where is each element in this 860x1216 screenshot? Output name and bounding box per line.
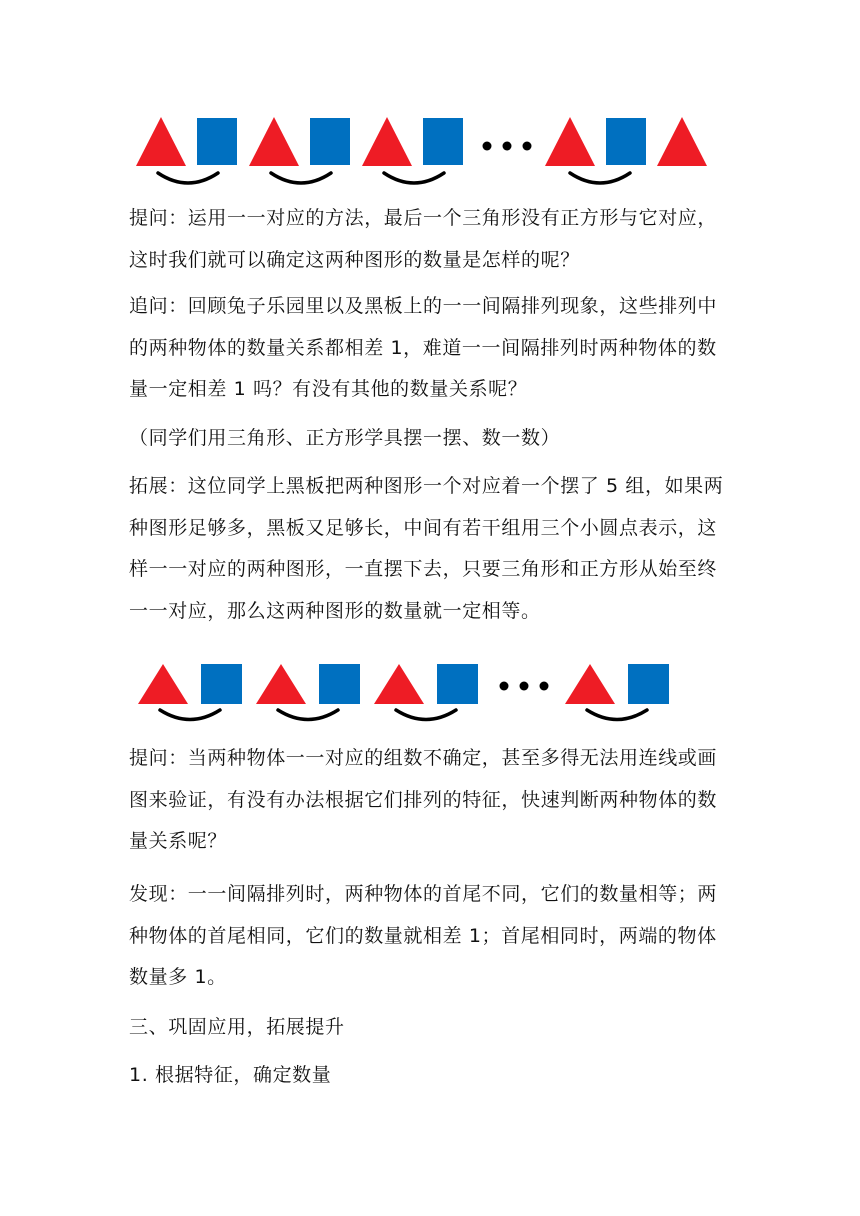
blue-square	[319, 664, 360, 704]
text-line: 拓展：这位同学上黑板把两种图形一个对应着一个摆了 5 组，如果两	[129, 475, 724, 497]
text-line: 种物体的首尾相同，它们的数量就相差 1；首尾相同时，两端的物体	[129, 924, 717, 947]
correspondence-arc	[396, 710, 456, 720]
blue-square	[197, 118, 237, 165]
section-heading	[129, 1007, 734, 1049]
text-line: 的两种物体的数量关系都相差 1，难道一一间隔排列时两种物体的数	[129, 336, 717, 359]
shape-sequence-figure-2	[0, 654, 860, 734]
text-line: 1. 根据特征，确定数量	[129, 1064, 332, 1086]
correspondence-arc	[160, 710, 220, 720]
text-line: （同学们用三角形、正方形学具摆一摆、数一数）	[129, 427, 561, 449]
follow-up-paragraph	[129, 286, 734, 411]
text-line: 提问：运用一一对应的方法，最后一个三角形没有正方形与它对应，	[129, 207, 718, 229]
text-line: 这时我们就可以确定这两种图形的数量是怎样的呢？	[129, 248, 580, 271]
text-line: 样一一对应的两种图形，一直摆下去，只要三角形和正方形从始至终	[129, 558, 718, 580]
text-line: 一一对应，那么这两种图形的数量就一定相等。	[129, 599, 541, 622]
red-triangle	[136, 117, 186, 166]
correspondence-arc	[384, 173, 444, 183]
discovery-paragraph	[129, 874, 734, 999]
activity-note-paragraph	[129, 418, 734, 460]
text-line: 图来验证，有没有办法根据它们排列的特征，快速判断两种物体的数	[129, 788, 718, 811]
text-line: 数量多 1。	[129, 966, 227, 988]
shape-sequence-diagram	[0, 110, 860, 200]
text-line: 发现：一一间隔排列时，两种物体的首尾不同，它们的数量相等；两	[129, 883, 718, 905]
text-line: 三、巩固应用，拓展提升	[129, 1016, 345, 1038]
question-paragraph-1	[129, 198, 734, 281]
three-dots-icon	[500, 682, 549, 691]
blue-square	[310, 118, 350, 165]
text-line: 提问：当两种物体一一对应的组数不确定，甚至多得无法用连线或画	[129, 747, 718, 769]
red-triangle	[657, 117, 707, 166]
blue-square	[423, 118, 463, 165]
red-triangle	[249, 117, 299, 166]
text-line: 种图形足够多，黑板又足够长，中间有若干组用三个小圆点表示，这	[129, 516, 718, 539]
subsection-heading	[129, 1055, 734, 1097]
question-paragraph-2	[129, 738, 734, 863]
blue-square	[628, 664, 669, 704]
text-line: 量一定相差 1 吗？有没有其他的数量关系呢？	[129, 378, 528, 400]
three-dots-icon	[483, 142, 532, 151]
correspondence-arc	[587, 710, 647, 720]
blue-square	[201, 664, 242, 704]
red-triangle	[374, 664, 424, 704]
correspondence-arc	[158, 173, 218, 183]
shape-sequence-figure-1	[0, 110, 860, 200]
red-triangle	[565, 664, 615, 704]
correspondence-arc	[570, 173, 630, 183]
correspondence-arc	[278, 710, 338, 720]
blue-square	[606, 118, 646, 165]
blue-square	[437, 664, 478, 704]
text-line: 追问：回顾兔子乐园里以及黑板上的一一间隔排列现象，这些排列中	[129, 295, 718, 317]
red-triangle	[545, 117, 595, 166]
correspondence-arc	[271, 173, 331, 183]
red-triangle	[138, 664, 188, 704]
red-triangle	[256, 664, 306, 704]
shape-sequence-diagram	[0, 654, 860, 734]
extension-paragraph	[129, 466, 734, 632]
text-line: 量关系呢？	[129, 830, 228, 852]
red-triangle	[362, 117, 412, 166]
